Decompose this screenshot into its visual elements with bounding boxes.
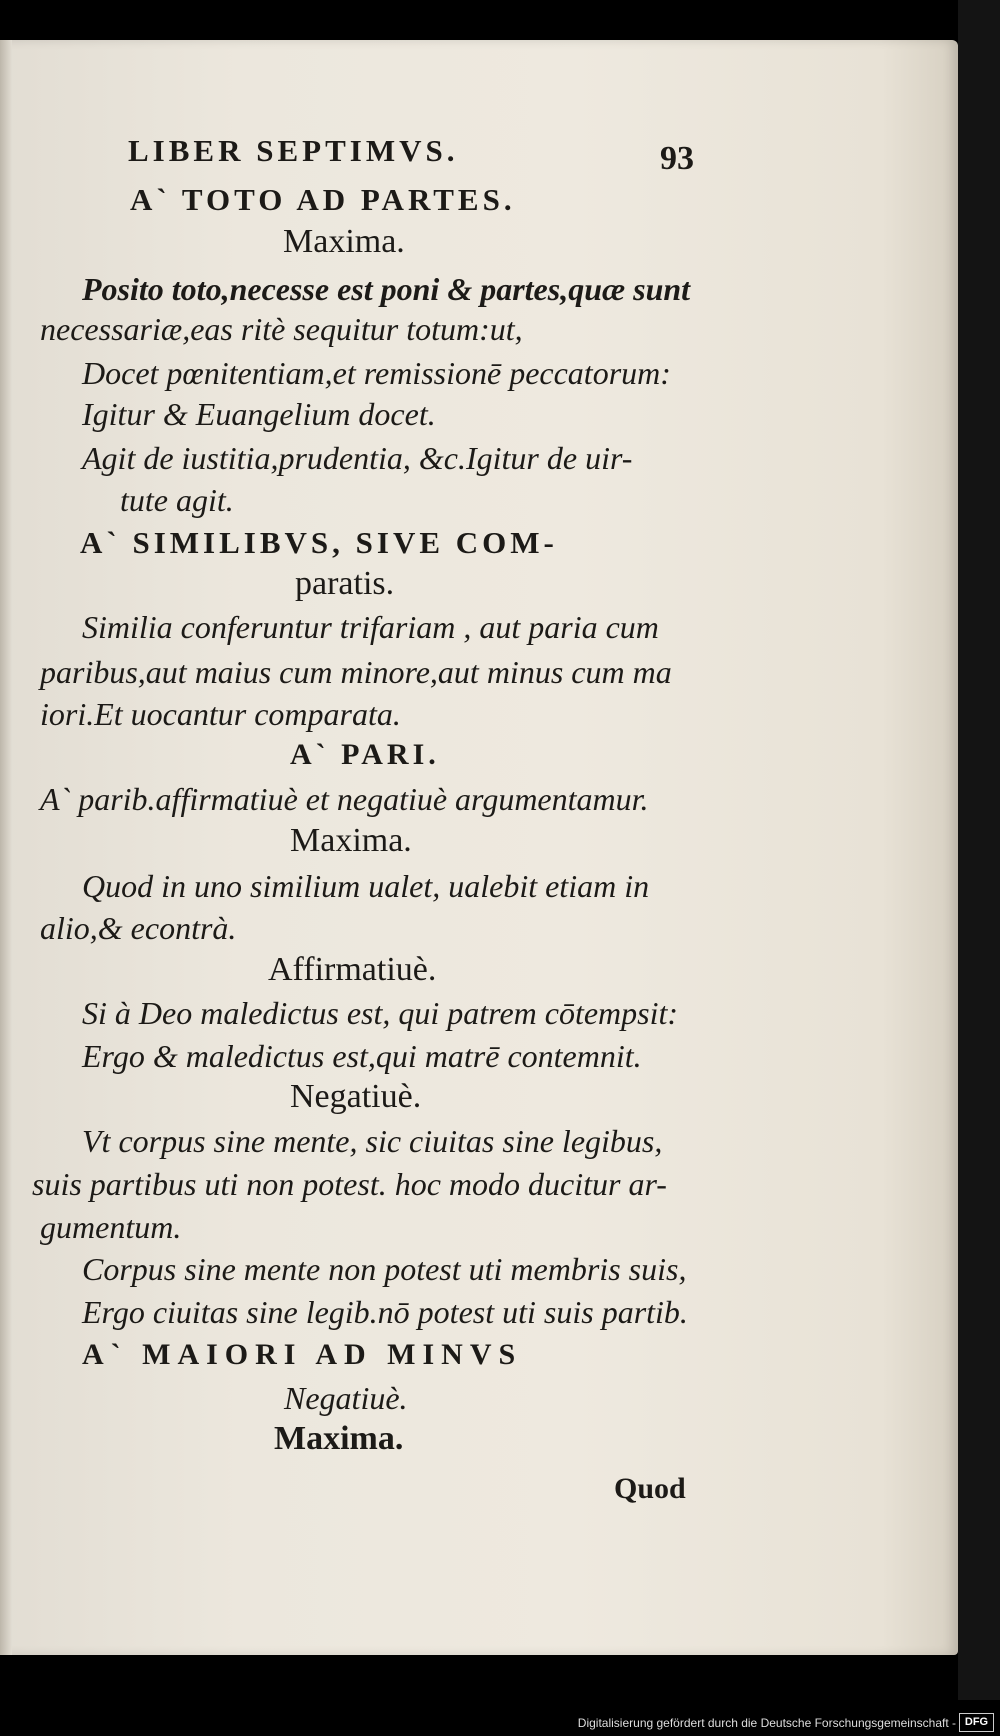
text-line: suis partibus uti non potest. hoc modo ducitur ar- <box>32 1166 667 1202</box>
text-line: Docet pœnitentiam,et remissionē peccatorum: <box>82 355 671 391</box>
text-line: gumentum. <box>40 1209 182 1245</box>
page-gutter <box>0 40 12 1655</box>
text-line: Ergo & maledictus est,qui matrē contemnit. <box>82 1038 642 1074</box>
text-line: necessariæ,eas ritè sequitur totum:ut, <box>40 311 523 347</box>
heading-pari: A` PARI. <box>290 738 440 771</box>
heading-similibus: A` SIMILIBVS, SIVE COM- <box>80 525 558 560</box>
text-line: Similia conferuntur trifariam , aut paria cum <box>82 609 659 645</box>
catchword: Quod <box>614 1472 686 1505</box>
text-line: Corpus sine mente non potest uti membris suis, <box>82 1251 687 1287</box>
text-line: A` parib.affirmatiuè et negatiuè argumentamur. <box>40 781 649 817</box>
heading-maxima-1: Maxima. <box>283 223 405 260</box>
text-line: Ergo ciuitas sine legib.nō potest uti suis partib. <box>82 1294 688 1330</box>
text-line: tute agit. <box>120 482 234 518</box>
running-title: LIBER SEPTIMVS. <box>128 133 459 168</box>
text-line: paribus,aut maius cum minore,aut minus cum ma <box>40 654 672 690</box>
digitization-credit: Digitalisierung gefördert durch die Deutsche Forschungsgemeinschaft - <box>577 1716 956 1730</box>
text-line: Si à Deo maledictus est, qui patrem cōtempsit: <box>82 995 679 1031</box>
heading-comparatis: paratis. <box>295 565 395 602</box>
text-line: Igitur & Euangelium docet. <box>82 396 436 432</box>
heading-a-toto: A` TOTO AD PARTES. <box>130 182 516 217</box>
heading-maxima-2: Maxima. <box>290 822 412 859</box>
page-number: 93 <box>660 140 694 177</box>
heading-maxima-3: Maxima. <box>274 1420 404 1457</box>
heading-maiori: A` MAIORI AD MINVS <box>82 1338 523 1371</box>
heading-negatiue-2: Negatiuè. <box>284 1380 408 1416</box>
heading-negatiue-1: Negatiuè. <box>290 1078 422 1115</box>
text-line: Quod in uno similium ualet, ualebit etiam in <box>82 868 650 904</box>
text-line: Vt corpus sine mente, sic ciuitas sine legibus, <box>82 1123 663 1159</box>
text-line: alio,& econtrà. <box>40 910 237 946</box>
text-line: Posito toto,necesse est poni & partes,quæ sunt <box>82 271 691 307</box>
dfg-logo: DFG <box>959 1713 994 1732</box>
text-line: iori.Et uocantur comparata. <box>40 696 401 732</box>
text-line: Agit de iustitia,prudentia, &c.Igitur de uir- <box>82 440 633 476</box>
heading-affirmatiue: Affirmatiuè. <box>268 951 437 988</box>
book-edge <box>958 0 1000 1700</box>
